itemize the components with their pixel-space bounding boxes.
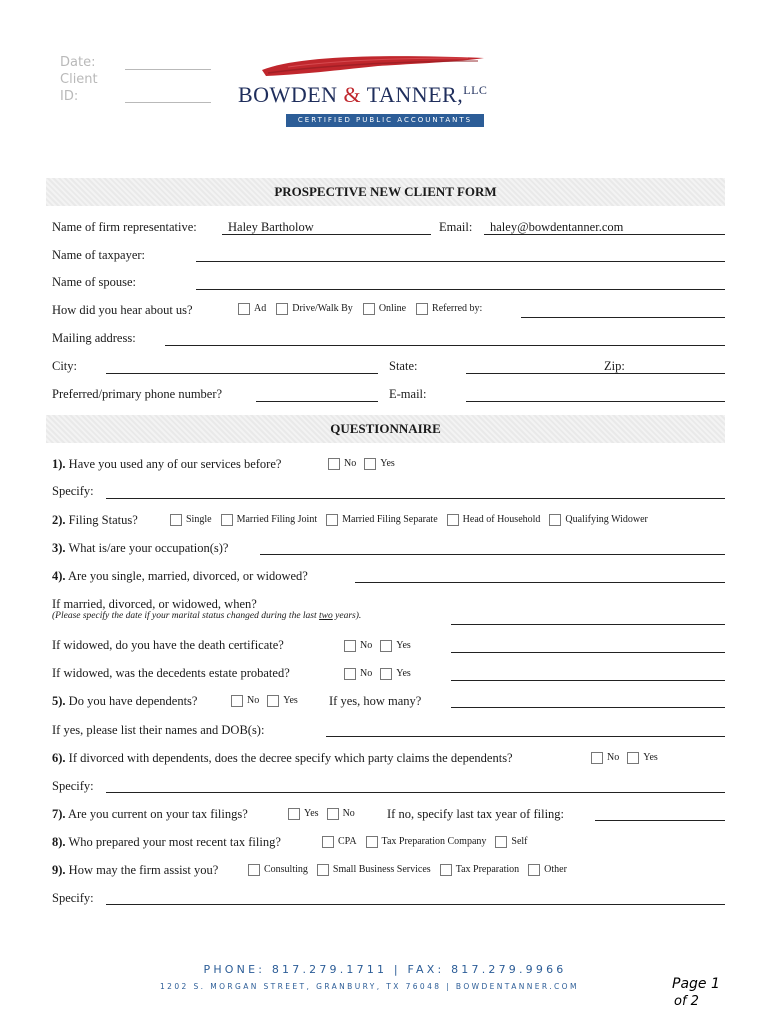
checkbox[interactable] [238,303,250,315]
hear-option-ad[interactable]: Ad [238,302,266,316]
rep-input[interactable]: Haley Bartholow [228,220,314,234]
checkbox[interactable] [327,808,339,820]
q4-when-label: If married, divorced, or widowed, when? [52,597,257,611]
q4-note: (Please specify the date if your marital status changed during the last two years). [52,611,362,621]
q9-option-other[interactable]: Other [528,863,567,877]
q8-text: 8). Who prepared your most recent tax filing? [52,835,281,849]
q6-option-yes[interactable]: Yes [627,751,658,765]
checkbox[interactable] [591,752,603,764]
q9-option-tax-preparation[interactable]: Tax Preparation [440,863,519,877]
q3-input[interactable] [260,554,725,555]
q1-specify-input[interactable] [106,498,725,499]
probate-option-no[interactable]: No [344,667,372,681]
q6-specify-label: Specify: [52,779,94,793]
q1-text: 1). Have you used any of our services before? [52,457,282,471]
q2-option-qualifying-widower[interactable]: Qualifying Widower [549,513,647,527]
q7-option-yes[interactable]: Yes [288,807,319,821]
q7-last-input[interactable] [595,820,725,821]
checkbox[interactable] [364,458,376,470]
hear-options [238,302,482,316]
state-label: State: [389,359,418,373]
checkbox[interactable] [344,640,356,652]
hear-label: How did you hear about us? [52,303,193,317]
checkbox[interactable] [231,695,243,707]
q2-option-married-separate[interactable]: Married Filing Separate [326,513,438,527]
checkbox[interactable] [363,303,375,315]
mailing-label: Mailing address: [52,331,136,345]
email2-input[interactable] [466,401,725,402]
client-id-field-line[interactable] [125,102,211,103]
q3-text: 3). What is/are your occupation(s)? [52,541,229,555]
phone-label: Preferred/primary phone number? [52,387,223,401]
death-cert-option-no[interactable]: No [344,639,372,653]
id-label: ID: [60,89,79,104]
checkbox[interactable] [317,864,329,876]
q7-options [288,807,355,821]
q2-option-married-joint[interactable]: Married Filing Joint [221,513,318,527]
checkbox[interactable] [170,514,182,526]
email-label: Email: [439,220,473,234]
q2-options [170,513,648,527]
city-input[interactable] [106,373,378,374]
checkbox[interactable] [380,668,392,680]
logo-tagline: CERTIFIED PUBLIC ACCOUNTANTS [286,114,484,127]
checkbox[interactable] [528,864,540,876]
checkbox[interactable] [380,640,392,652]
q5-list-label: If yes, please list their names and DOB(s): [52,723,265,737]
death-cert-options [344,639,411,653]
taxpayer-label: Name of taxpayer: [52,248,146,262]
brush-stroke-icon [258,52,488,80]
logo-wordmark: BOWDEN & TANNER,$^{LLC}$ [238,82,488,107]
date-label: Date: [60,55,96,70]
hear-option-drive-walk-by[interactable]: Drive/Walk By [276,302,353,316]
q9-option-small-business[interactable]: Small Business Services [317,863,431,877]
q5-how-many-input[interactable] [451,707,725,708]
q6-options [591,751,658,765]
checkbox[interactable] [366,836,378,848]
state-zip-input[interactable] [466,373,725,374]
q7-text: 7). Are you current on your tax filings? [52,807,248,821]
probate-input[interactable] [451,680,725,681]
death-cert-input[interactable] [451,652,725,653]
q5-options [231,694,298,708]
q2-option-head-of-household[interactable]: Head of Household [447,513,541,527]
q4-when-input[interactable] [451,624,725,625]
q6-specify-input[interactable] [106,792,725,793]
q6-option-no[interactable]: No [591,751,619,765]
q9-specify-input[interactable] [106,904,725,905]
checkbox[interactable] [344,668,356,680]
q5-option-yes[interactable]: Yes [267,694,298,708]
checkbox[interactable] [248,864,260,876]
q4-input[interactable] [355,582,725,583]
page-number: Page 1 [672,976,720,992]
checkbox[interactable] [288,808,300,820]
mailing-input[interactable] [165,345,725,346]
spouse-input[interactable] [196,289,725,290]
page-number-continued: of 2 [674,994,699,1009]
probate-text: If widowed, was the decedents estate probated? [52,666,290,680]
email-input[interactable]: haley@bowdentanner.com [490,220,624,234]
questionnaire-title: QUESTIONNAIRE [46,415,725,443]
checkbox[interactable] [322,836,334,848]
checkbox[interactable] [326,514,338,526]
checkbox[interactable] [495,836,507,848]
q5-list-input[interactable] [326,736,725,737]
checkbox[interactable] [328,458,340,470]
probate-option-yes[interactable]: Yes [380,667,411,681]
q1-specify-label: Specify: [52,484,94,498]
q8-options [322,835,528,849]
footer-address: 1202 S. MORGAN STREET, GRANBURY, TX 76048 | BOWDENTANNER.COM [160,982,579,991]
client-label: Client [60,72,98,87]
checkbox[interactable] [627,752,639,764]
q9-text: 9). How may the firm assist you? [52,863,219,877]
q1-option-yes[interactable]: Yes [364,457,395,471]
q7-option-no[interactable]: No [327,807,355,821]
q7-last-label: If no, specify last tax year of filing: [387,807,565,821]
checkbox[interactable] [276,303,288,315]
q1-option-no[interactable]: No [328,457,356,471]
checkbox[interactable] [221,514,233,526]
q9-specify-label: Specify: [52,891,94,905]
checkbox[interactable] [447,514,459,526]
q2-option-single[interactable]: Single [170,513,212,527]
q8-option-cpa[interactable]: CPA [322,835,357,849]
q8-option-self[interactable]: Self [495,835,527,849]
rep-label: Name of firm representative: [52,220,197,234]
taxpayer-input[interactable] [196,261,725,262]
death-cert-option-yes[interactable]: Yes [380,639,411,653]
checkbox[interactable] [267,695,279,707]
q4-text: 4). Are you single, married, divorced, or widowed? [52,569,308,583]
q2-text: 2). Filing Status? [52,513,138,527]
probate-options [344,667,411,681]
date-field-line[interactable] [125,69,211,70]
q9-options [248,863,567,877]
footer-contact: PHONE: 817.279.1711 | FAX: 817.279.9966 [203,963,567,976]
checkbox[interactable] [416,303,428,315]
death-cert-text: If widowed, do you have the death certificate? [52,638,284,652]
checkbox[interactable] [440,864,452,876]
q5-how-many-label: If yes, how many? [329,694,422,708]
q8-option-tax-prep-company[interactable]: Tax Preparation Company [366,835,487,849]
phone-input[interactable] [256,401,378,402]
email2-label: E-mail: [389,387,427,401]
referred-by-input[interactable] [521,317,725,318]
q1-options [328,457,395,471]
q6-text: 6). If divorced with dependents, does the decree specify which party claims the dependents? [52,751,513,765]
form-title: PROSPECTIVE NEW CLIENT FORM [46,178,725,206]
q9-option-consulting[interactable]: Consulting [248,863,308,877]
q5-text: 5). Do you have dependents? [52,694,198,708]
city-label: City: [52,359,78,373]
hear-option-referred[interactable]: Referred by: [416,302,482,316]
hear-option-online[interactable]: Online [363,302,406,316]
spouse-label: Name of spouse: [52,275,137,289]
q5-option-no[interactable]: No [231,694,259,708]
company-logo [236,52,536,142]
zip-label: Zip: [604,359,625,373]
checkbox[interactable] [549,514,561,526]
